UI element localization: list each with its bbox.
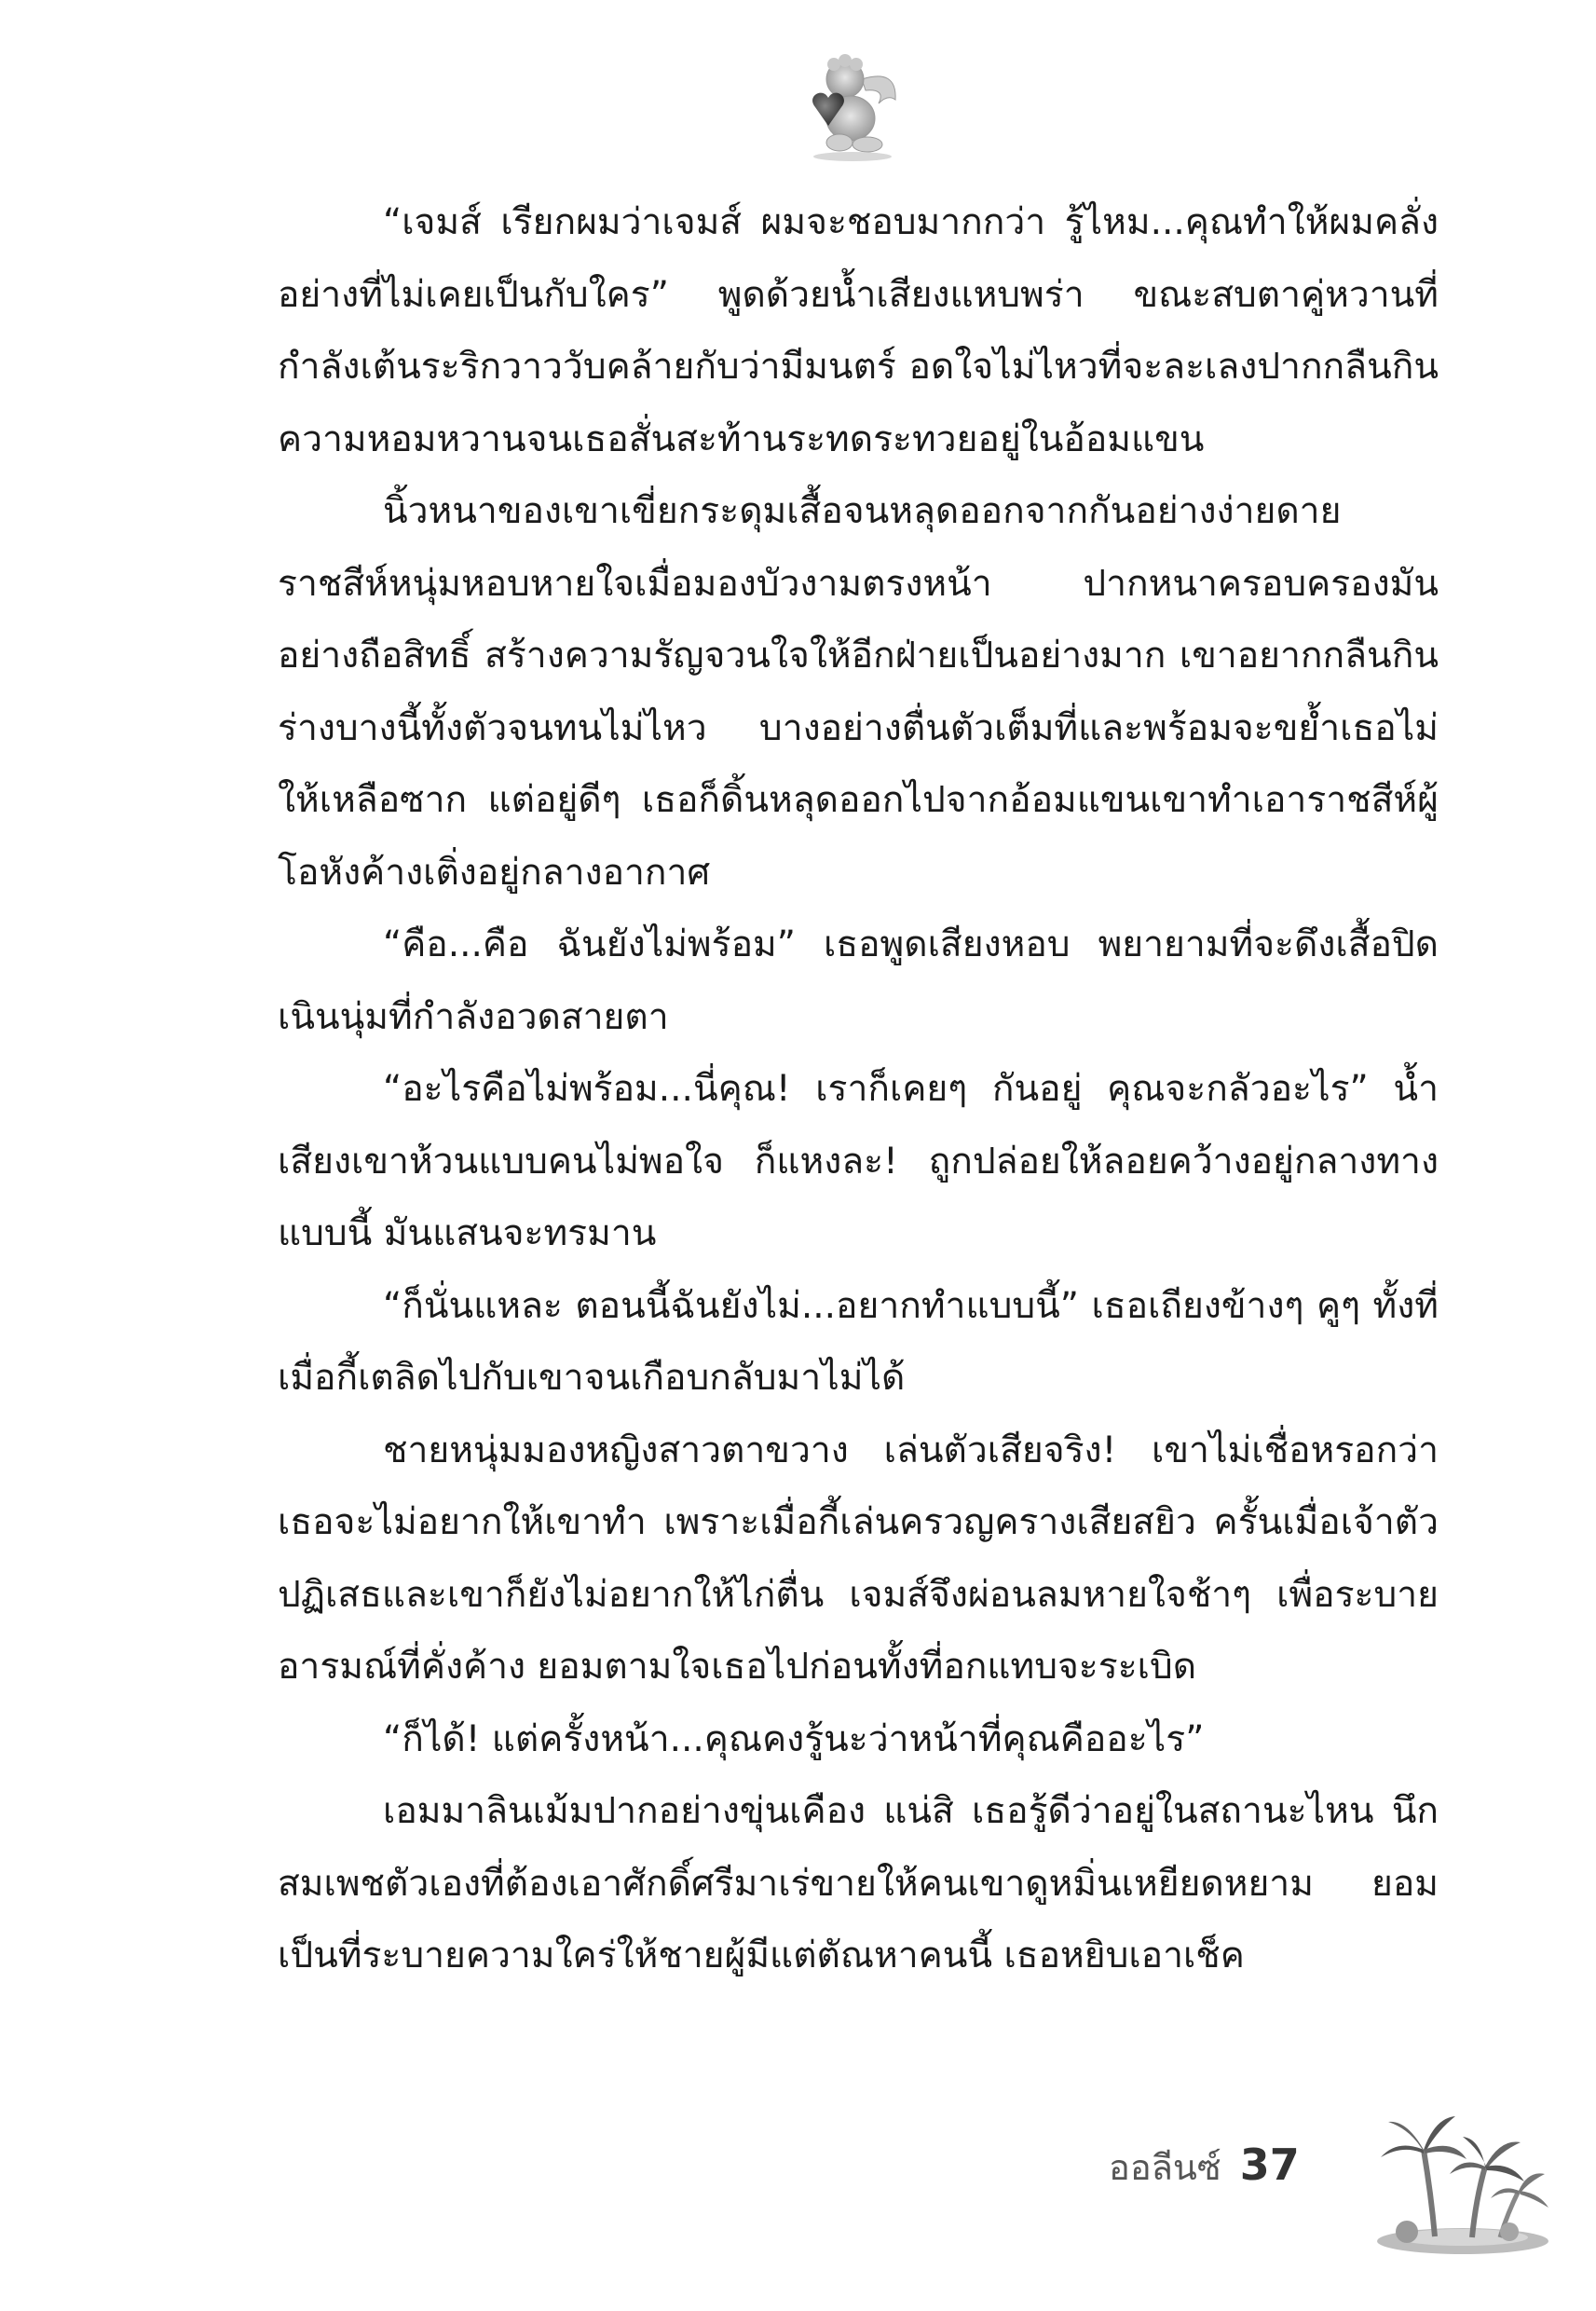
paragraph: “อะไรคือไม่พร้อม...นี่คุณ! เราก็เคยๆ กันอยู่ คุณจะกลัวอะไร” น้ำเสียงเขาห้วนแบบคนไม่พอใจ ก็แหงละ! ถูกปล่อยให้ลอยคว้างอยู่กลางทางแบบนี้ มันแสนจะทรมาน: [278, 1068, 1439, 1254]
book-title: ออลีนซ์: [1109, 2147, 1221, 2188]
page-number: 37: [1239, 2140, 1300, 2190]
footer-label: [1109, 2139, 1300, 2195]
paragraph: นิ้วหนาของเขาเขี่ยกระดุมเสื้อจนหลุดออกจากกันอย่างง่ายดาย ราชสีห์หนุ่มหอบหายใจเมื่อมองบัวงามตรงหน้า ปากหนาครอบครองมันอย่างถือสิทธิ์ สร้างความรัญจวนใจให้อีกฝ่ายเป็นอย่างมาก เขาอยากกลืนกินร่างบางนี้ทั้งตัวจนทนไม่ไหว บางอย่างตื่นตัวเต็มที่และพร้อมจะขย้ำเธอไม่ให้เหลือซาก แต่อยู่ดีๆ เธอก็ดิ้นหลุดออกไปจากอ้อมแขนเขาทำเอาราชสีห์ผู้โอหังค้างเติ่งอยู่กลางอากาศ: [278, 490, 1439, 894]
body-text: [278, 186, 1439, 1992]
page-footer: [1053, 2101, 1556, 2269]
paragraph: “คือ...คือ ฉันยังไม่พร้อม” เธอพูดเสียงหอบ พยายามที่จะดึงเสื้อปิดเนินนุ่มที่กำลังอวดสายตา: [278, 923, 1439, 1038]
paragraph: “ก็นั่นแหละ ตอนนี้ฉันยังไม่...อยากทำแบบนี้” เธอเถียงข้างๆ คูๆ ทั้งที่เมื่อกี้เตลิดไปกับเขาจนเกือบกลับมาไม่ได้: [278, 1284, 1439, 1399]
paragraph: “ก็ได้! แต่ครั้งหน้า...คุณคงรู้นะว่าหน้าที่คุณคืออะไร”: [383, 1717, 1205, 1760]
paragraph: ชายหนุ่มมองหญิงสาวตาขวาง เล่นตัวเสียจริง! เขาไม่เชื่อหรอกว่าเธอจะไม่อยากให้เขาทำ เพราะเมื่อกี้เล่นครวญครางเสียสยิว ครั้นเมื่อเจ้าตัวปฏิเสธและเขาก็ยังไม่อยากให้ไก่ตื่น เจมส์จึงผ่อนลมหายใจช้าๆ เพื่อระบายอารมณ์ที่คั่งค้าง ยอมตามใจเธอไปก่อนทั้งที่อกแทบจะระเบิด: [278, 1429, 1439, 1688]
paragraph: เอมมาลินเม้มปากอย่างขุ่นเคือง แน่สิ เธอรู้ดีว่าอยู่ในสถานะไหน นึกสมเพชตัวเองที่ต้องเอาศักดิ์ศรีมาเร่ขายให้คนเขาดูหมิ่นเหยียดหยาม ยอมเป็นที่ระบายความใคร่ให้ชายผู้มีแต่ตัณหาคนนี้ เธอหยิบเอาเช็ค: [278, 1790, 1439, 1976]
cherub-heart-icon: [797, 51, 904, 163]
paragraph: “เจมส์ เรียกผมว่าเจมส์ ผมจะชอบมากกว่า รู้ไหม...คุณทำให้ผมคลั่งอย่างที่ไม่เคยเป็นกับใคร” พูดด้วยน้ำเสียงแหบพร่า ขณะสบตาคู่หวานที่กำลังเต้นระริกวาววับคล้ายกับว่ามีมนตร์ อดใจไม่ไหวที่จะละเลงปากกลืนกินความหอมหวานจนเธอสั่นสะท้านระทดระทวยอยู่ในอ้อมแขน: [278, 201, 1439, 460]
palm-island-icon: [1370, 2101, 1556, 2260]
